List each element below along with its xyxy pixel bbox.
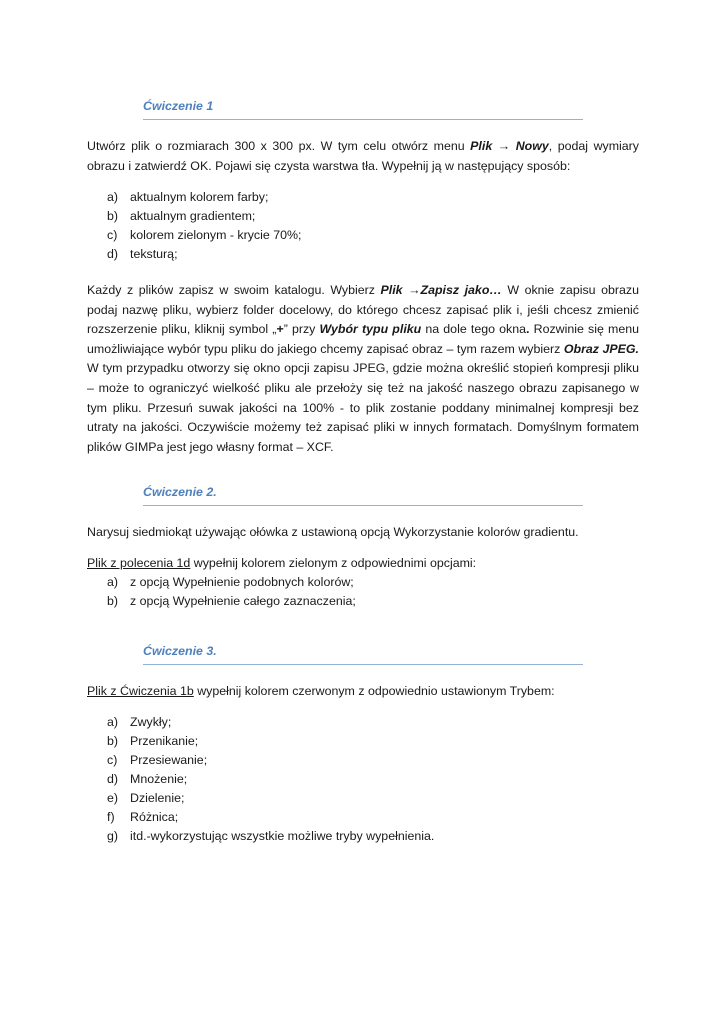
format-jpeg: Obraz JPEG. <box>563 341 639 356</box>
exercise-3-paragraph: Plik z Ćwiczenia 1b wypełnij kolorem czerwonym z odpowiednio ustawionym Trybem: <box>87 684 555 698</box>
exercise-2-heading: Ćwiczenie 2. <box>143 485 583 506</box>
file-type-option: Wybór typu pliku <box>319 322 422 337</box>
intro-text-2: , podaj wymiary obrazu i zatwierdź OK. Pojawi się czysta warstwa tła. Wypełnij ją w następujący sposób: <box>87 139 640 173</box>
exercise-2-paragraph-2: Plik z polecenia 1d wypełnij kolorem zielonym z odpowiednimi opcjami: <box>87 556 477 570</box>
exercise-1-heading: Ćwiczenie 1 <box>143 99 583 120</box>
exercise-1-list <box>107 188 301 264</box>
list-item: a) Zwykły; <box>107 715 172 729</box>
list-item: d) Mnożenie; <box>107 772 188 786</box>
list-item: a) aktualnym kolorem farby; <box>107 190 269 204</box>
list-item: b) z opcją Wypełnienie całego zaznaczenia; <box>107 594 356 608</box>
intro-text-1: Utwórz plik o rozmiarach 300 x 300 px. W tym celu otwórz menu <box>87 139 471 153</box>
list-item: d) teksturą; <box>107 247 178 261</box>
list-item: g) itd.-wykorzystując wszystkie możliwe tryby wypełnienia. <box>107 829 435 843</box>
arrow-right-icon: → <box>497 139 511 153</box>
arrow-right-icon: → <box>408 283 421 297</box>
list-item: c) kolorem zielonym - krycie 70%; <box>107 228 302 242</box>
menu-plik: Plik <box>470 139 493 153</box>
reference-link: Plik z Ćwiczenia 1b <box>87 684 194 698</box>
exercise-1-intro <box>87 137 639 176</box>
exercise-2-list <box>107 573 356 611</box>
list-item: c) Przesiewanie; <box>107 753 208 767</box>
list-item: b) Przenikanie; <box>107 734 199 748</box>
menu-zapisz-jako: Zapisz jako… <box>420 283 502 297</box>
exercise-3-heading: Ćwiczenie 3. <box>143 644 583 665</box>
list-item: e) Dzielenie; <box>107 791 185 805</box>
exercise-2-paragraph-1: Narysuj siedmiokąt używając ołówka z ustawioną opcją Wykorzystanie kolorów gradientu. <box>87 525 579 539</box>
list-item: a) z opcją Wypełnienie podobnych kolorów; <box>107 575 354 589</box>
list-item: f) Różnica; <box>107 810 179 824</box>
reference-link: Plik z polecenia 1d <box>87 556 191 570</box>
exercise-1-save-instructions: Każdy z plików zapisz w swoim katalogu. Wybierz Plik →Zapisz jako… W oknie zapisu obrazu podaj nazwę pliku, wybierz folder docelowy, do którego chcesz zapisać plik i, jeśli chcesz zmienić rozszerzenie pliku, kliknij symbol „+” przy Wybór typu pliku na dole tego okna. Rozwinie się menu umożliwiające wybór typu pliku do jakiego chcemy zapisać obraz – tym razem wybierz Obraz JPEG. W tym przypadku otworzy się okno opcji zapisu JPEG, gdzie można określić stopień kompresji pliku – może to ograniczyć wielkość pliku ale przełoży się też na jakość naszego obrazu zapisanego w tym pliku. Przesuń suwak jakości na 100% - to plik zostanie poddany minimalnej kompresji bez utraty na jakości. Oczywiście możemy też zapisać pliki w innych formatach. Domyślnym formatem plików GIMPa jest jego własny format – XCF. <box>87 283 640 454</box>
menu-plik: Plik <box>380 283 403 297</box>
list-item: b) aktualnym gradientem; <box>107 209 256 223</box>
exercise-3-list <box>107 713 434 846</box>
menu-nowy: Nowy <box>515 139 549 153</box>
plus-symbol: + <box>276 322 284 337</box>
